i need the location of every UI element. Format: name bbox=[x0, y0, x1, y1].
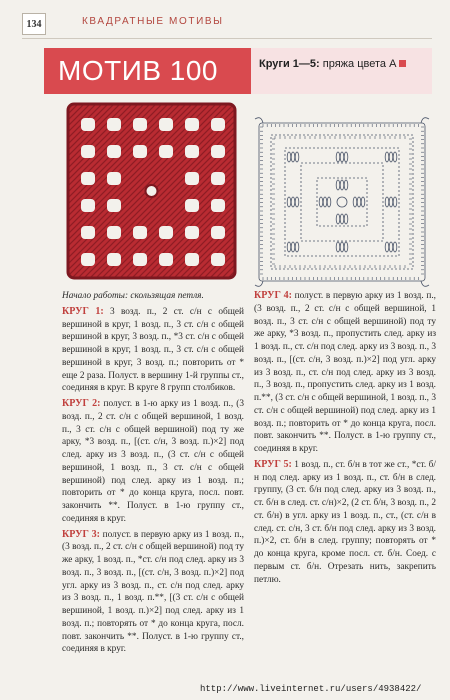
lace-hole bbox=[211, 118, 225, 131]
lace-hole bbox=[211, 253, 225, 266]
cluster-symbol bbox=[336, 214, 340, 224]
cluster-symbol bbox=[291, 242, 295, 252]
lace-hole bbox=[107, 145, 121, 158]
lace-hole bbox=[185, 172, 199, 185]
cluster-symbol bbox=[393, 197, 397, 207]
lace-hole bbox=[133, 145, 147, 158]
lace-hole bbox=[159, 145, 173, 158]
motif-title: МОТИВ 100 bbox=[58, 55, 219, 86]
cluster-symbol bbox=[327, 197, 331, 207]
color-a-swatch bbox=[399, 60, 406, 67]
lace-hole bbox=[185, 118, 199, 131]
round-5-label: КРУГ 5: bbox=[254, 458, 292, 470]
cluster-symbol bbox=[344, 152, 348, 162]
lace-hole bbox=[107, 118, 121, 131]
source-watermark[interactable]: http://www.liveinternet.ru/users/4938422/ bbox=[200, 684, 422, 694]
lace-hole bbox=[211, 226, 225, 239]
round-4-text: полуст. в первую арку из 1 возд. п., (3 возд. п., 2 ст. с/н с общей вершиной, 1 возд. п., 3 ст. с/н с общей вершиной) под ту же арку, *3 возд. п., пропустить след. арку из 1 возд. п., ст. с/н под след. арку из 3 возд. п., 3 возд. п., [(ст. с/н, 3 возд. п.)×2] под угл. арку из 3 возд. п., ст. с/н под след. арку из 3 возд. п., 3 возд. п., пропустить след. арку из 1 возд. п.**, (3 ст. с/н с общей вершиной, 1 возд. п., 3 ст. с/н с общей вершиной) под след. арку из 1 возд. п.; повторить от * до конца круга, посл. повт. закончить **. Полуст. в 1-ю группу ст., соединяя в круг. bbox=[254, 291, 437, 454]
lace-hole bbox=[185, 145, 199, 158]
running-head: КВАДРАТНЫЕ МОТИВЫ bbox=[82, 16, 224, 27]
rounds-info bbox=[259, 58, 406, 70]
rounds-label: Круги 1—5: bbox=[259, 58, 320, 70]
lace-hole bbox=[107, 226, 121, 239]
instructions-left-column bbox=[62, 290, 244, 656]
round-2-label: КРУГ 2: bbox=[62, 398, 101, 409]
round-3-label: КРУГ 3: bbox=[62, 528, 100, 540]
lace-hole bbox=[107, 172, 121, 185]
round-2 bbox=[62, 398, 244, 526]
motif-photo bbox=[64, 100, 239, 282]
cluster-symbol bbox=[393, 152, 397, 162]
cluster-symbol bbox=[340, 152, 344, 162]
round-4 bbox=[254, 290, 436, 456]
cluster-symbol bbox=[357, 197, 361, 207]
title-band bbox=[44, 48, 251, 94]
cluster-symbol bbox=[319, 197, 323, 207]
lace-hole bbox=[133, 253, 147, 266]
lace-hole bbox=[133, 118, 147, 131]
crochet-chart bbox=[253, 117, 431, 287]
header-divider bbox=[22, 38, 432, 39]
cluster-symbol bbox=[287, 197, 291, 207]
cluster-symbol bbox=[344, 214, 348, 224]
cluster-symbol bbox=[393, 242, 397, 252]
round-3-text: полуст. в первую арку из 1 возд. п., (3 возд. п., 2 ст. с/н с общей вершиной) под ту же арку, 1 возд. п., *ст. с/н под след. арку из 3 возд. п., 3 возд. п., [(ст. с/н, 3 возд. п.)×2] под угл. арку из 3 возд. п., ст. с/н под след. арку из 3 возд. п., 1 возд. п.**, [(3 ст. с/н с общей вершиной, 1 возд. п.)×2] под след. арку из 1 возд. п.; повторять от * до конца круга, посл. повт. закончить **. Полуст. в 1-ю группу ст., соединяя в круг. bbox=[62, 529, 244, 655]
lace-hole bbox=[81, 172, 95, 185]
cluster-symbol bbox=[336, 242, 340, 252]
lace-hole bbox=[81, 199, 95, 212]
lace-hole bbox=[211, 172, 225, 185]
round-2-text: полуст. в 1-ю арку из 1 возд. п., (3 возд. п., 2 ст. с/н с общей вершиной, 1 возд. п., 3 ст. с/н с общей вершиной) под ту же арку, *3 возд. п., [(ст. с/н, 3 возд. п.)×2] под след. арку из 3 возд. п., (3 ст. с/н с общей вершиной, 1 возд. п., 3 ст. с/н с общей вершиной) под след. арку из 1 возд. п.; повторить от * до конца круга, посл. повт. закончить **. Полуст. в 1-ю группу ст., соединяя в круг. bbox=[62, 399, 244, 524]
lace-hole bbox=[185, 253, 199, 266]
lace-hole bbox=[159, 253, 173, 266]
intro-text: Начало работы: скользящая петля. bbox=[62, 291, 204, 301]
round-3 bbox=[62, 529, 244, 657]
cluster-symbol bbox=[344, 242, 348, 252]
rounds-band bbox=[251, 48, 432, 94]
round-4-label: КРУГ 4: bbox=[254, 290, 292, 301]
cluster-symbol bbox=[361, 197, 365, 207]
cluster-symbol bbox=[353, 197, 357, 207]
cluster-symbol bbox=[340, 180, 344, 190]
cluster-symbol bbox=[323, 197, 327, 207]
lace-hole bbox=[133, 226, 147, 239]
cluster-symbol bbox=[295, 197, 299, 207]
cluster-symbol bbox=[385, 197, 389, 207]
lace-hole bbox=[211, 199, 225, 212]
round-5 bbox=[254, 459, 436, 587]
cluster-symbol bbox=[385, 242, 389, 252]
cluster-symbol bbox=[336, 152, 340, 162]
lace-hole bbox=[81, 145, 95, 158]
cluster-symbol bbox=[340, 242, 344, 252]
cluster-symbol bbox=[389, 152, 393, 162]
cluster-symbol bbox=[295, 242, 299, 252]
page-number: 134 bbox=[22, 13, 46, 35]
rounds-text: пряжа цвета А bbox=[319, 58, 397, 70]
lace-hole bbox=[211, 145, 225, 158]
lace-hole bbox=[81, 253, 95, 266]
lace-hole bbox=[159, 226, 173, 239]
instructions-right-column bbox=[254, 290, 436, 586]
cluster-symbol bbox=[287, 152, 291, 162]
cluster-symbol bbox=[389, 242, 393, 252]
cluster-symbol bbox=[340, 214, 344, 224]
cluster-symbol bbox=[389, 197, 393, 207]
round-1 bbox=[62, 306, 244, 395]
cluster-symbol bbox=[287, 242, 291, 252]
round-1-label: КРУГ 1: bbox=[62, 305, 104, 317]
lace-hole bbox=[81, 118, 95, 131]
lace-hole bbox=[185, 226, 199, 239]
lace-hole bbox=[81, 226, 95, 239]
cluster-symbol bbox=[291, 197, 295, 207]
cluster-symbol bbox=[336, 180, 340, 190]
cluster-symbol bbox=[291, 152, 295, 162]
lace-hole bbox=[185, 199, 199, 212]
lace-hole bbox=[159, 118, 173, 131]
lace-hole bbox=[107, 253, 121, 266]
lace-hole bbox=[107, 199, 121, 212]
round-5-text: 1 возд. п., ст. б/н в тот же ст., *ст. б/н под след. арку из 1 возд. п., ст. б/н в след. группу, (3 ст. б/н под след. арку из 3 возд. п., ст. б/н в след. ст. с/н)×2, (2 ст. б/н, 3 возд. п., 2 ст. б/н) в угл. арку из 1 возд. п., ст., (ст. с/н в след. ст. с/н, 3 ст. б/н под след. арку из 3 возд. п.)×2, ст. б/н в след. группу; повторять от * до конца круга, кроме посл. ст. б/н. Соед. с первым ст. б/н. Отрезать нить, закрепить петлю. bbox=[254, 459, 436, 585]
cluster-symbol bbox=[385, 152, 389, 162]
cluster-symbol bbox=[344, 180, 348, 190]
cluster-symbol bbox=[295, 152, 299, 162]
round-1-text: 3 возд. п., 2 ст. с/н с общей вершиной в круг, 1 возд. п., 3 ст. с/н с общей вершиной в круг, 3 возд. п., *3 ст. с/н с общей вершиной в круг, 1 возд. п., 3 ст. с/н с общей вершиной в круг, 3 возд. п.; повторить от * еще 2 раза. Полуст. в вершину 1-й группы ст., соединяя в круг. В круге 8 групп столбиков. bbox=[62, 306, 244, 394]
